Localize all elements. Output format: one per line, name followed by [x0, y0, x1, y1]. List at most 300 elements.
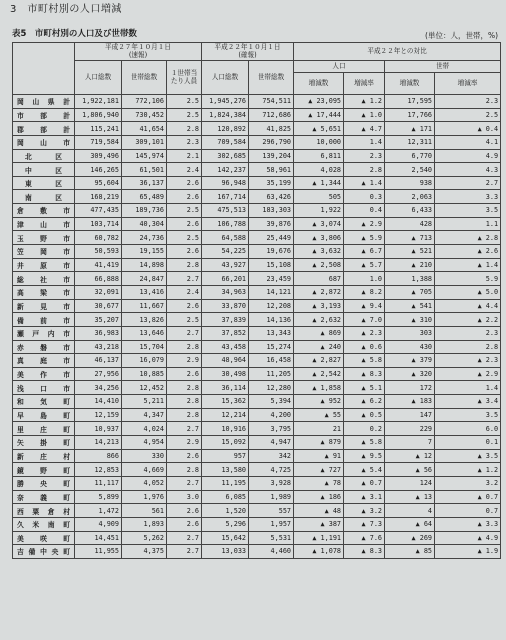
pop-rate-cell: ▲ 2.9: [344, 217, 385, 231]
households-2015-cell: 41,654: [122, 122, 167, 136]
pop-rate-cell: ▲ 6.2: [344, 395, 385, 409]
pop-total-2015-cell: 95,604: [75, 176, 122, 190]
pop-total-2010-cell: 64,588: [202, 231, 249, 245]
table-row: [13, 95, 501, 109]
pop-change-cell: ▲ 2,632: [294, 313, 344, 327]
per-household-cell: 2.6: [167, 504, 202, 518]
hh-rate-cell: ▲ 3.3: [435, 517, 501, 531]
table-row: [13, 517, 501, 531]
pop-total-2015-cell: 50,593: [75, 245, 122, 259]
pop-total-2010-cell: 106,788: [202, 217, 249, 231]
households-2015-cell: 65,489: [122, 190, 167, 204]
hh-change-cell: ▲ 310: [385, 313, 435, 327]
households-2015-cell: 36,137: [122, 176, 167, 190]
households-2015-cell: 561: [122, 504, 167, 518]
table-row: [13, 395, 501, 409]
households-2015-cell: 10,885: [122, 367, 167, 381]
pop-total-2010-cell: 167,714: [202, 190, 249, 204]
pop-rate-cell: ▲ 0.6: [344, 340, 385, 354]
pop-rate-cell: 0.2: [344, 422, 385, 436]
table-row: [13, 217, 501, 231]
pop-rate-cell: ▲ 4.7: [344, 122, 385, 136]
households-2010-cell: 754,511: [249, 95, 294, 109]
table-row: [13, 408, 501, 422]
households-2010-cell: 41,825: [249, 122, 294, 136]
households-2010-cell: 139,204: [249, 149, 294, 163]
households-2010-cell: 14,121: [249, 285, 294, 299]
pop-total-2015-cell: 32,091: [75, 285, 122, 299]
households-2010-cell: 63,426: [249, 190, 294, 204]
pop-total-2010-cell: 475,513: [202, 204, 249, 218]
municipality-name: 勝央町: [13, 476, 75, 490]
municipality-name: 浅口市: [13, 381, 75, 395]
pop-rate-cell: ▲ 1.0: [344, 108, 385, 122]
table-row: [13, 313, 501, 327]
pop-total-2015-cell: 66,888: [75, 272, 122, 286]
table-row: [13, 149, 501, 163]
per-household-cell: 2.4: [167, 163, 202, 177]
hh-change-cell: ▲ 183: [385, 395, 435, 409]
per-household-cell: 3.0: [167, 490, 202, 504]
pop-total-2010-cell: 66,201: [202, 272, 249, 286]
municipality-name: 郡部計: [13, 122, 75, 136]
households-2010-cell: 5,394: [249, 395, 294, 409]
table-row: [13, 135, 501, 149]
hh-change-cell: 17,595: [385, 95, 435, 109]
households-2010-cell: 4,460: [249, 545, 294, 559]
per-household-cell: 2.6: [167, 217, 202, 231]
pop-total-2015-cell: 14,410: [75, 395, 122, 409]
hh-rate-cell: ▲ 3.4: [435, 395, 501, 409]
pop-total-2015-cell: 866: [75, 449, 122, 463]
pop-change-cell: 21: [294, 422, 344, 436]
pop-total-2010-cell: 1,520: [202, 504, 249, 518]
pop-rate-cell: 2.3: [344, 149, 385, 163]
hh-change-cell: 17,766: [385, 108, 435, 122]
pop-rate-cell: ▲ 5.7: [344, 258, 385, 272]
municipality-name: 津山市: [13, 217, 75, 231]
pop-total-2015-cell: 1,806,940: [75, 108, 122, 122]
municipality-name: 赤磐市: [13, 340, 75, 354]
households-2015-cell: 4,024: [122, 422, 167, 436]
households-2015-cell: 330: [122, 449, 167, 463]
table-row: [13, 258, 501, 272]
municipality-name: 美咲町: [13, 531, 75, 545]
per-household-cell: 2.6: [167, 190, 202, 204]
households-2010-cell: 35,199: [249, 176, 294, 190]
pop-rate-cell: ▲ 5.8: [344, 436, 385, 450]
pop-rate-cell: ▲ 7.3: [344, 517, 385, 531]
hh-rate-cell: 5.9: [435, 272, 501, 286]
pop-total-2015-cell: 1,472: [75, 504, 122, 518]
table-row: [13, 422, 501, 436]
hh-change-cell: 428: [385, 217, 435, 231]
hh-rate-cell: ▲ 4.4: [435, 299, 501, 313]
per-household-cell: 2.7: [167, 531, 202, 545]
hh-rate-cell: 6.0: [435, 422, 501, 436]
hh-rate-cell: ▲ 1.2: [435, 463, 501, 477]
pop-total-2010-cell: 33,870: [202, 299, 249, 313]
households-2015-cell: 14,898: [122, 258, 167, 272]
table-row: [13, 204, 501, 218]
households-2015-cell: 4,375: [122, 545, 167, 559]
pop-total-2010-cell: 1,824,384: [202, 108, 249, 122]
pop-change-cell: ▲ 48: [294, 504, 344, 518]
households-2015-cell: 4,052: [122, 476, 167, 490]
per-household-cell: 2.5: [167, 313, 202, 327]
pop-total-2010-cell: 54,225: [202, 245, 249, 259]
hh-rate-cell: ▲ 1.4: [435, 258, 501, 272]
households-2015-cell: 772,106: [122, 95, 167, 109]
pop-total-2010-cell: 43,458: [202, 340, 249, 354]
per-household-cell: 2.5: [167, 204, 202, 218]
hh-rate-cell: 1.1: [435, 217, 501, 231]
households-2015-cell: 4,669: [122, 463, 167, 477]
households-2015-cell: 61,501: [122, 163, 167, 177]
households-2010-cell: 1,957: [249, 517, 294, 531]
header-municipality: [13, 43, 75, 95]
households-2015-cell: 16,079: [122, 354, 167, 368]
pop-total-2015-cell: 115,241: [75, 122, 122, 136]
municipality-name: 吉備中央町: [13, 545, 75, 559]
households-2010-cell: 14,136: [249, 313, 294, 327]
hh-change-cell: ▲ 210: [385, 258, 435, 272]
households-2010-cell: 39,876: [249, 217, 294, 231]
pop-rate-cell: ▲ 5.1: [344, 381, 385, 395]
households-2015-cell: 5,262: [122, 531, 167, 545]
pop-total-2015-cell: 27,956: [75, 367, 122, 381]
households-2010-cell: 296,790: [249, 135, 294, 149]
header-households-2010: 世帯総数: [249, 61, 294, 95]
pop-change-cell: ▲ 1,858: [294, 381, 344, 395]
pop-total-2010-cell: 142,237: [202, 163, 249, 177]
pop-change-cell: ▲ 879: [294, 436, 344, 450]
households-2010-cell: 13,343: [249, 326, 294, 340]
hh-change-cell: ▲ 64: [385, 517, 435, 531]
header-households-2015: 世帯総数: [122, 61, 167, 95]
header-pop: 人口: [294, 61, 385, 73]
households-2010-cell: 12,280: [249, 381, 294, 395]
households-2010-cell: 183,303: [249, 204, 294, 218]
pop-rate-cell: ▲ 1.2: [344, 95, 385, 109]
pop-rate-cell: ▲ 2.3: [344, 326, 385, 340]
hh-rate-cell: 2.8: [435, 340, 501, 354]
header-2010: 平成２２年１０月１日 (確報): [202, 43, 294, 61]
municipality-name: 岡山県計: [13, 95, 75, 109]
pop-total-2010-cell: 709,584: [202, 135, 249, 149]
header-pop-change: 増減数: [294, 73, 344, 95]
header-hh-rate: 増減率: [435, 73, 501, 95]
hh-change-cell: 172: [385, 381, 435, 395]
hh-rate-cell: 2.3: [435, 326, 501, 340]
hh-rate-cell: 4.3: [435, 163, 501, 177]
pop-change-cell: ▲ 240: [294, 340, 344, 354]
hh-rate-cell: ▲ 4.9: [435, 531, 501, 545]
hh-change-cell: ▲ 12: [385, 449, 435, 463]
pop-change-cell: ▲ 1,344: [294, 176, 344, 190]
pop-total-2010-cell: 15,092: [202, 436, 249, 450]
pop-total-2010-cell: 13,580: [202, 463, 249, 477]
pop-change-cell: ▲ 727: [294, 463, 344, 477]
pop-change-cell: ▲ 387: [294, 517, 344, 531]
pop-rate-cell: ▲ 9.4: [344, 299, 385, 313]
per-household-cell: 2.8: [167, 340, 202, 354]
pop-rate-cell: ▲ 3.1: [344, 490, 385, 504]
pop-change-cell: ▲ 5,651: [294, 122, 344, 136]
pop-total-2015-cell: 36,983: [75, 326, 122, 340]
pop-total-2010-cell: 10,916: [202, 422, 249, 436]
municipality-name: 奈義町: [13, 490, 75, 504]
municipality-name: 西粟倉村: [13, 504, 75, 518]
households-2015-cell: 4,954: [122, 436, 167, 450]
table-row: [13, 245, 501, 259]
pop-rate-cell: ▲ 0.5: [344, 408, 385, 422]
hh-change-cell: 229: [385, 422, 435, 436]
pop-total-2010-cell: 5,296: [202, 517, 249, 531]
header-2015: 平成２７年１０月１日 (速報): [75, 43, 202, 61]
households-2015-cell: 5,211: [122, 395, 167, 409]
households-2015-cell: 13,826: [122, 313, 167, 327]
pop-change-cell: ▲ 3,632: [294, 245, 344, 259]
table-row: [13, 463, 501, 477]
municipality-name: 久米南町: [13, 517, 75, 531]
pop-rate-cell: 0.3: [344, 190, 385, 204]
hh-change-cell: 938: [385, 176, 435, 190]
table-row: [13, 326, 501, 340]
table-row: [13, 340, 501, 354]
hh-change-cell: 303: [385, 326, 435, 340]
hh-rate-cell: ▲ 2.3: [435, 354, 501, 368]
pop-rate-cell: ▲ 7.0: [344, 313, 385, 327]
households-2010-cell: 15,274: [249, 340, 294, 354]
per-household-cell: 2.8: [167, 463, 202, 477]
households-2015-cell: 309,101: [122, 135, 167, 149]
hh-rate-cell: 3.2: [435, 476, 501, 490]
municipality-name: 備前市: [13, 313, 75, 327]
households-2015-cell: 19,155: [122, 245, 167, 259]
households-2015-cell: 40,304: [122, 217, 167, 231]
pop-change-cell: ▲ 1,191: [294, 531, 344, 545]
header-pop-rate: 増減率: [344, 73, 385, 95]
header-comparison: 平成２２年との対比: [294, 43, 501, 61]
per-household-cell: 2.5: [167, 95, 202, 109]
table-row: [13, 190, 501, 204]
hh-change-cell: 1,388: [385, 272, 435, 286]
pop-rate-cell: 1.0: [344, 272, 385, 286]
per-household-cell: 2.6: [167, 517, 202, 531]
pop-rate-cell: ▲ 5.4: [344, 463, 385, 477]
hh-rate-cell: ▲ 2.9: [435, 367, 501, 381]
hh-change-cell: 430: [385, 340, 435, 354]
pop-rate-cell: 1.4: [344, 135, 385, 149]
unit-note: (単位：人，世帯，%): [425, 31, 498, 40]
hh-rate-cell: ▲ 1.9: [435, 545, 501, 559]
pop-change-cell: ▲ 186: [294, 490, 344, 504]
pop-total-2010-cell: 37,839: [202, 313, 249, 327]
pop-total-2010-cell: 37,852: [202, 326, 249, 340]
pop-rate-cell: ▲ 0.7: [344, 476, 385, 490]
pop-total-2015-cell: 35,207: [75, 313, 122, 327]
pop-total-2015-cell: 43,218: [75, 340, 122, 354]
pop-rate-cell: ▲ 9.5: [344, 449, 385, 463]
pop-total-2015-cell: 309,496: [75, 149, 122, 163]
pop-total-2015-cell: 1,922,181: [75, 95, 122, 109]
municipality-name: 倉敷市: [13, 204, 75, 218]
households-2010-cell: 3,795: [249, 422, 294, 436]
table-row: [13, 285, 501, 299]
municipality-name: 和気町: [13, 395, 75, 409]
municipality-name: 北区: [13, 149, 75, 163]
municipality-name: 早島町: [13, 408, 75, 422]
households-2015-cell: 13,416: [122, 285, 167, 299]
pop-total-2015-cell: 168,219: [75, 190, 122, 204]
municipality-name: 新庄村: [13, 449, 75, 463]
pop-change-cell: ▲ 2,508: [294, 258, 344, 272]
pop-total-2010-cell: 957: [202, 449, 249, 463]
hh-rate-cell: 2.7: [435, 176, 501, 190]
header-hh: 世帯: [385, 61, 501, 73]
pop-change-cell: ▲ 2,827: [294, 354, 344, 368]
pop-rate-cell: ▲ 6.7: [344, 245, 385, 259]
households-2010-cell: 4,725: [249, 463, 294, 477]
table-row: [13, 476, 501, 490]
households-2010-cell: 712,686: [249, 108, 294, 122]
households-2015-cell: 11,667: [122, 299, 167, 313]
pop-change-cell: ▲ 78: [294, 476, 344, 490]
per-household-cell: 2.6: [167, 176, 202, 190]
hh-change-cell: 2,540: [385, 163, 435, 177]
per-household-cell: 2.7: [167, 326, 202, 340]
per-household-cell: 2.5: [167, 108, 202, 122]
per-household-cell: 2.6: [167, 245, 202, 259]
hh-rate-cell: ▲ 2.2: [435, 313, 501, 327]
hh-change-cell: ▲ 713: [385, 231, 435, 245]
header-per-household: １世帯当たり人員: [167, 61, 202, 95]
pop-total-2015-cell: 10,937: [75, 422, 122, 436]
households-2015-cell: 24,847: [122, 272, 167, 286]
header-hh-change: 増減数: [385, 73, 435, 95]
pop-total-2010-cell: 11,195: [202, 476, 249, 490]
hh-change-cell: 6,770: [385, 149, 435, 163]
header-pop-total-2010: 人口総数: [202, 61, 249, 95]
municipality-name: 南区: [13, 190, 75, 204]
hh-rate-cell: 3.5: [435, 204, 501, 218]
pop-change-cell: ▲ 952: [294, 395, 344, 409]
table-row: [13, 354, 501, 368]
hh-rate-cell: ▲ 0.7: [435, 490, 501, 504]
municipality-name: 鏡野町: [13, 463, 75, 477]
hh-change-cell: ▲ 269: [385, 531, 435, 545]
pop-total-2015-cell: 12,159: [75, 408, 122, 422]
table-body: [13, 95, 501, 559]
per-household-cell: 2.8: [167, 395, 202, 409]
hh-rate-cell: ▲ 5.0: [435, 285, 501, 299]
population-table: [12, 42, 501, 559]
municipality-name: 美作市: [13, 367, 75, 381]
pop-total-2010-cell: 1,945,276: [202, 95, 249, 109]
pop-total-2010-cell: 48,964: [202, 354, 249, 368]
pop-rate-cell: 0.4: [344, 204, 385, 218]
pop-total-2015-cell: 5,899: [75, 490, 122, 504]
municipality-name: 中区: [13, 163, 75, 177]
hh-change-cell: ▲ 521: [385, 245, 435, 259]
pop-change-cell: 687: [294, 272, 344, 286]
pop-total-2015-cell: 11,117: [75, 476, 122, 490]
hh-rate-cell: 4.9: [435, 149, 501, 163]
municipality-name: 東区: [13, 176, 75, 190]
table-title: 表5 市町村別の人口及び世帯数: [12, 29, 137, 39]
pop-change-cell: 505: [294, 190, 344, 204]
per-household-cell: 2.1: [167, 149, 202, 163]
pop-total-2015-cell: 12,853: [75, 463, 122, 477]
hh-change-cell: 12,311: [385, 135, 435, 149]
pop-rate-cell: ▲ 5.9: [344, 231, 385, 245]
table-row: [13, 231, 501, 245]
pop-total-2015-cell: 41,419: [75, 258, 122, 272]
table-row: [13, 122, 501, 136]
per-household-cell: 2.6: [167, 449, 202, 463]
pop-total-2010-cell: 43,927: [202, 258, 249, 272]
hh-change-cell: ▲ 56: [385, 463, 435, 477]
households-2015-cell: 13,646: [122, 326, 167, 340]
households-2010-cell: 58,961: [249, 163, 294, 177]
pop-rate-cell: ▲ 5.8: [344, 354, 385, 368]
table-row: [13, 436, 501, 450]
pop-total-2015-cell: 60,782: [75, 231, 122, 245]
pop-total-2015-cell: 46,137: [75, 354, 122, 368]
pop-change-cell: ▲ 1,078: [294, 545, 344, 559]
pop-change-cell: ▲ 3,193: [294, 299, 344, 313]
households-2015-cell: 145,974: [122, 149, 167, 163]
households-2015-cell: 1,893: [122, 517, 167, 531]
households-2010-cell: 4,947: [249, 436, 294, 450]
pop-change-cell: ▲ 91: [294, 449, 344, 463]
hh-rate-cell: ▲ 2.6: [435, 245, 501, 259]
pop-change-cell: ▲ 869: [294, 326, 344, 340]
per-household-cell: 2.6: [167, 367, 202, 381]
pop-rate-cell: 2.8: [344, 163, 385, 177]
table-row: [13, 367, 501, 381]
per-household-cell: 2.7: [167, 272, 202, 286]
pop-change-cell: ▲ 17,444: [294, 108, 344, 122]
table-row: [13, 381, 501, 395]
households-2010-cell: 342: [249, 449, 294, 463]
municipality-name: 井原市: [13, 258, 75, 272]
per-household-cell: 2.7: [167, 476, 202, 490]
hh-rate-cell: ▲ 0.4: [435, 122, 501, 136]
pop-total-2010-cell: 12,214: [202, 408, 249, 422]
municipality-name: 総社市: [13, 272, 75, 286]
per-household-cell: 2.3: [167, 135, 202, 149]
households-2015-cell: 15,704: [122, 340, 167, 354]
households-2015-cell: 1,976: [122, 490, 167, 504]
table-row: [13, 449, 501, 463]
pop-rate-cell: ▲ 3.2: [344, 504, 385, 518]
pop-total-2015-cell: 477,435: [75, 204, 122, 218]
hh-change-cell: 7: [385, 436, 435, 450]
per-household-cell: 2.6: [167, 299, 202, 313]
hh-rate-cell: 2.3: [435, 95, 501, 109]
pop-total-2015-cell: 103,714: [75, 217, 122, 231]
hh-change-cell: 6,433: [385, 204, 435, 218]
pop-total-2010-cell: 13,033: [202, 545, 249, 559]
pop-change-cell: 4,028: [294, 163, 344, 177]
municipality-name: 新見市: [13, 299, 75, 313]
households-2010-cell: 19,676: [249, 245, 294, 259]
pop-total-2015-cell: 34,256: [75, 381, 122, 395]
pop-total-2015-cell: 719,584: [75, 135, 122, 149]
hh-change-cell: ▲ 13: [385, 490, 435, 504]
